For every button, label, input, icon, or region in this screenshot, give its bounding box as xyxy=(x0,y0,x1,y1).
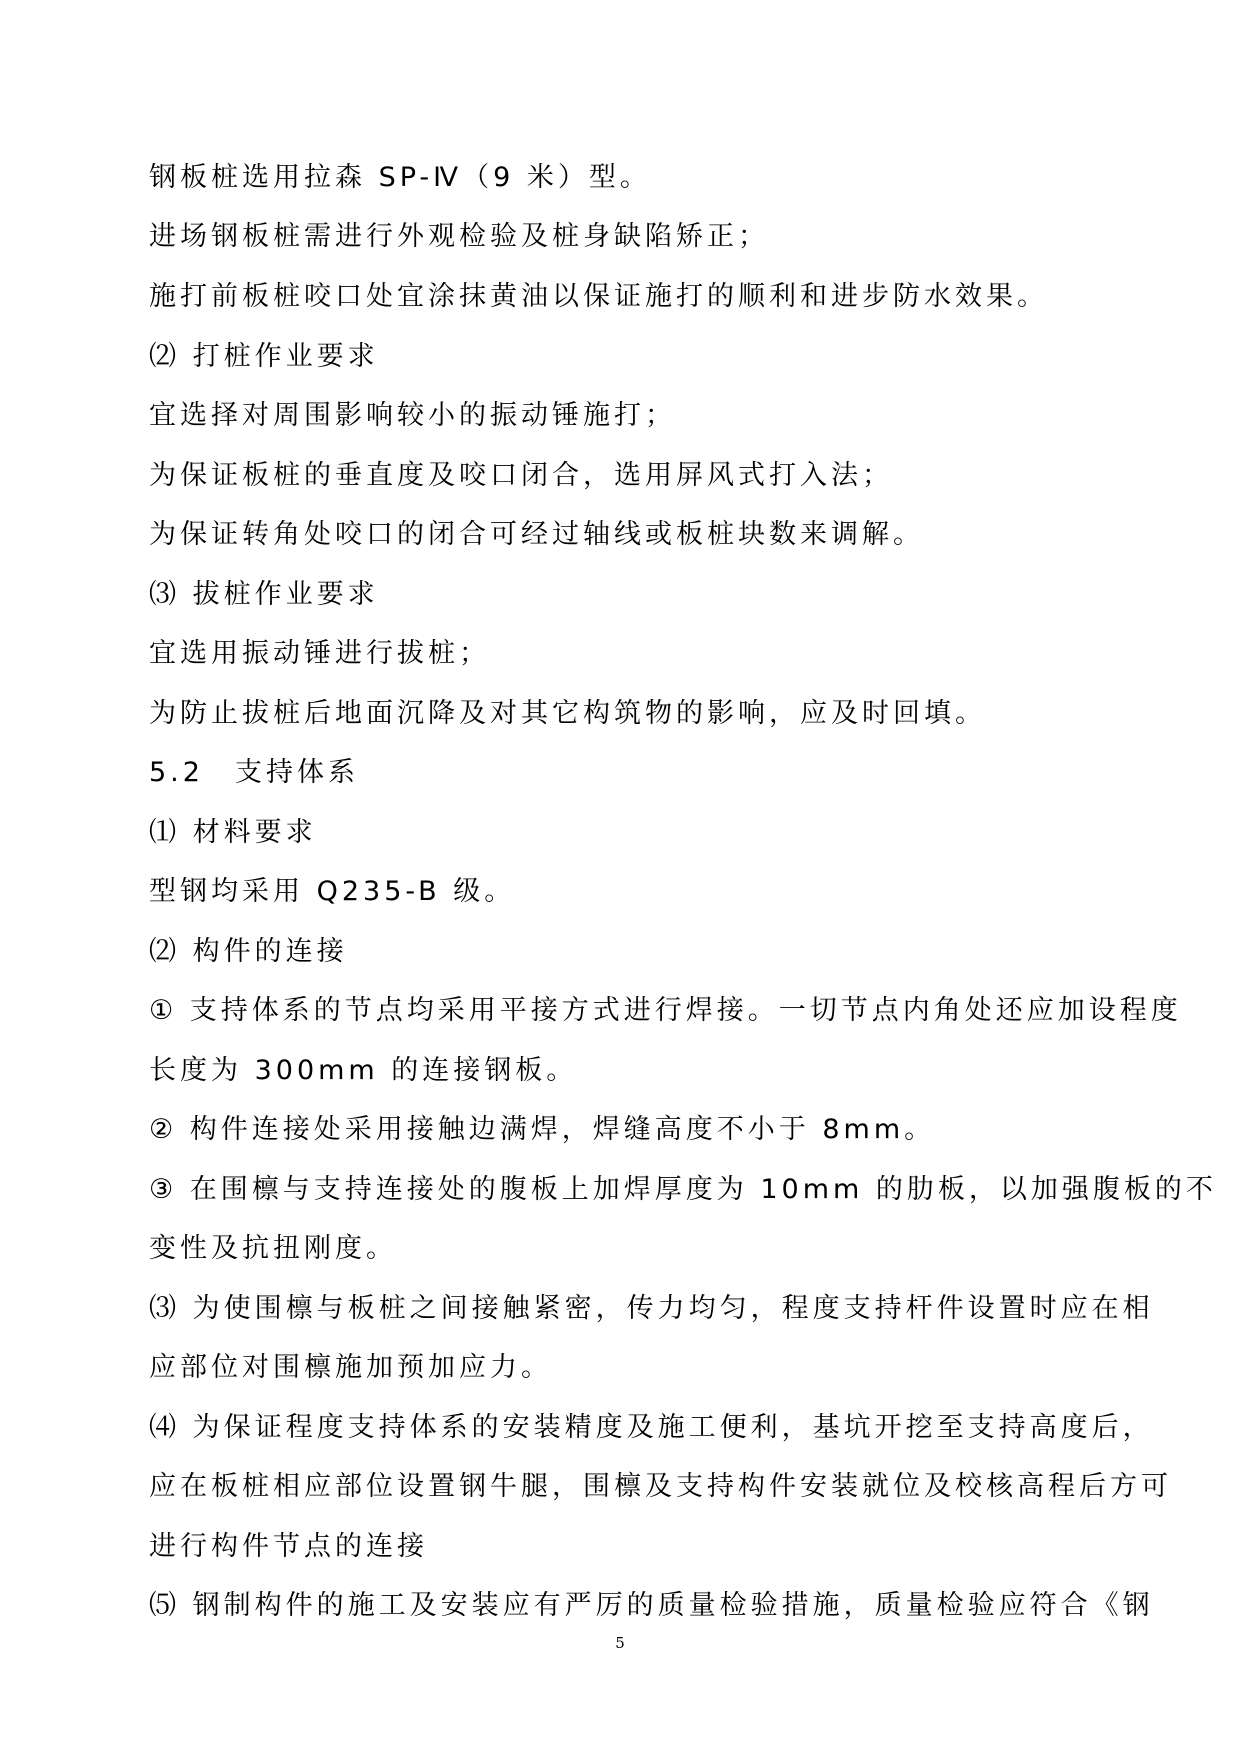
section-heading-material: ⑴ 材料要求 xyxy=(149,817,317,848)
text-line-2: 进场钢板桩需进行外观检验及桩身缺陷矫正； xyxy=(149,221,769,252)
text-line-23: 应在板桩相应部位设置钢牛腿，围檩及支持构件安装就位及校核高程后方可 xyxy=(149,1471,1172,1502)
section-heading-pile-extraction: ⑶ 拔桩作业要求 xyxy=(149,579,379,610)
text-line-15: ① 支持体系的节点均采用平接方式进行焊接。一切节点内角处还应加设程度 xyxy=(149,995,1182,1026)
text-line-13: 型钢均采用 Q235-B 级。 xyxy=(149,876,516,907)
text-line-16: 长度为 300mm 的连接钢板。 xyxy=(149,1055,578,1086)
section-heading-support-system: 5.2 支持体系 xyxy=(149,757,359,788)
text-line-19: 变性及抗扭刚度。 xyxy=(149,1233,397,1264)
text-line-18: ③ 在围檩与支持连接处的腹板上加焊厚度为 10mm 的肋板，以加强腹板的不 xyxy=(149,1174,1217,1205)
text-line-3: 施打前板桩咬口处宜涂抹黄油以保证施打的顺利和进步防水效果。 xyxy=(149,281,1048,312)
text-line-22: ⑷ 为保证程度支持体系的安装精度及施工便利，基坑开挖至支持高度后， xyxy=(149,1412,1154,1443)
text-line-25: ⑸ 钢制构件的施工及安装应有严厉的质量检验措施，质量检验应符合《钢 xyxy=(149,1590,1154,1621)
text-line-6: 为保证板桩的垂直度及咬口闭合，选用屏风式打入法； xyxy=(149,460,893,491)
text-line-9: 宜选用振动锤进行拔桩； xyxy=(149,638,490,669)
section-heading-connection: ⑵ 构件的连接 xyxy=(149,936,348,967)
text-line-24: 进行构件节点的连接 xyxy=(149,1531,428,1562)
text-line-21: 应部位对围檩施加预加应力。 xyxy=(149,1352,552,1383)
text-line-5: 宜选择对周围影响较小的振动锤施打； xyxy=(149,400,676,431)
section-heading-pile-driving: ⑵ 打桩作业要求 xyxy=(149,341,379,372)
text-line-7: 为保证转角处咬口的闭合可经过轴线或板桩块数来调解。 xyxy=(149,519,924,550)
text-line-1: 钢板桩选用拉森 SP-Ⅳ（9 米）型。 xyxy=(149,162,651,193)
text-line-17: ② 构件连接处采用接触边满焊，焊缝高度不小于 8mm。 xyxy=(149,1114,936,1145)
text-line-10: 为防止拔桩后地面沉降及对其它构筑物的影响，应及时回填。 xyxy=(149,698,986,729)
text-line-20: ⑶ 为使围檩与板桩之间接触紧密，传力均匀，程度支持杆件设置时应在相 xyxy=(149,1293,1154,1324)
page-number: 5 xyxy=(615,1634,625,1652)
